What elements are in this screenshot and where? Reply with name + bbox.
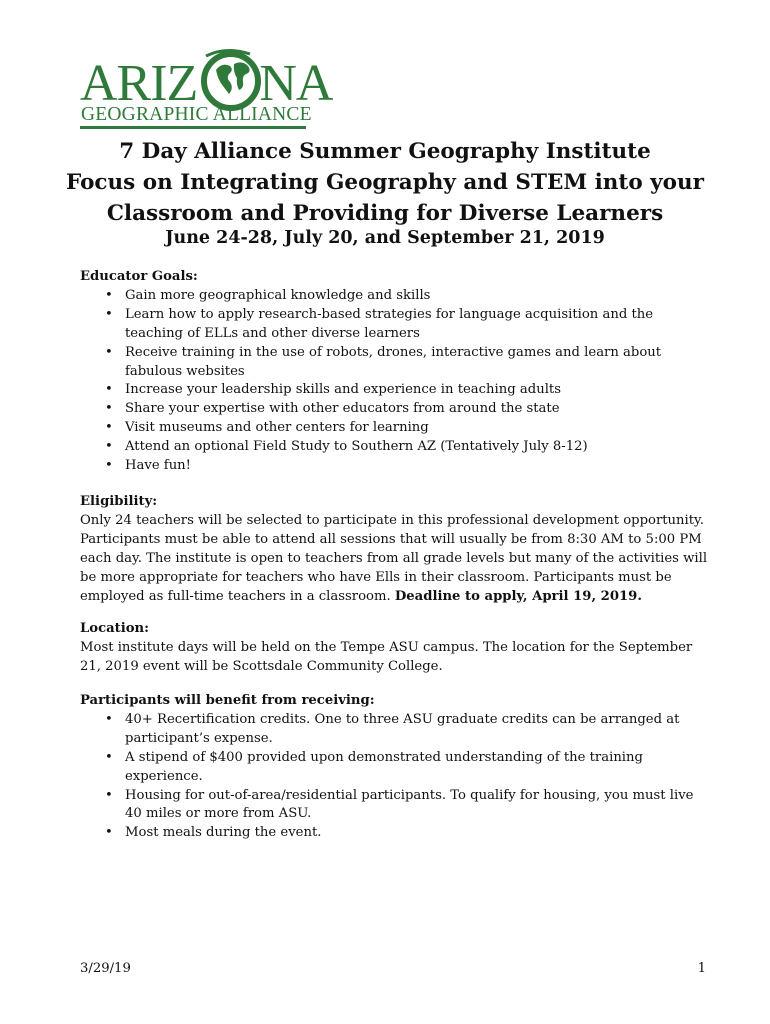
document-title [0,136,770,229]
arizona-geographic-alliance-logo [80,44,333,136]
list-item: • Learn how to apply research-based strategies for language acquisition and the teaching of ELLs and other diverse learners [125,306,710,344]
benefits-section [80,692,710,843]
eligibility-heading: Eligibility: [80,494,158,509]
location-text: Most institute days will be held on the Tempe ASU campus. The location for the September 21, 2019 event will be Scottsdale Community College. [80,639,693,674]
list-item: • Most meals during the event. [125,824,710,843]
list-item: • Share your expertise with other educators from around the state [125,400,710,419]
eligibility-section [80,493,710,606]
logo-divider [80,126,306,129]
eligibility-text: Only 24 teachers will be selected to participate in this professional development opportunity. Participants must be able to attend all sessions that will usually be from 8:30 AM to 5:00 PM each day. The institute is open to teachers from all grade levels but many of the activities will be more appropriate for teachers who have Ells in their classroom. Participants must be employed as full-time teachers in a classroom. Deadline to apply, April 19, 2019. [80,512,708,604]
logo-subtitle: GEOGRAPHIC ALLIANCE [81,104,312,125]
logo-wordmark: ARIZ NA [80,55,333,112]
list-item: • Gain more geographical knowledge and skills [125,287,710,306]
list-item: • Have fun! [125,457,710,476]
list-item: • A stipend of $400 provided upon demonstrated understanding of the training experience. [125,749,710,787]
educator-goals-section [80,268,710,476]
educator-goals-list [80,287,710,476]
event-dates: June 24-28, July 20, and September 21, 2019 [165,228,605,248]
list-item: • Attend an optional Field Study to Southern AZ (Tentatively July 8-12) [125,438,710,457]
title-line-3: Classroom and Providing for Diverse Learners [106,201,664,226]
deadline-text: Deadline to apply, April 19, 2019. [394,588,642,604]
footer-date: 3/29/19 [80,961,131,976]
benefits-list [80,711,710,843]
list-item: • 40+ Recertification credits. One to three ASU graduate credits can be arranged at participant’s expense. [125,711,710,749]
title-line-1: 7 Day Alliance Summer Geography Institute [119,139,651,164]
benefits-heading: Participants will benefit from receiving: [80,693,375,708]
list-item: • Increase your leadership skills and experience in teaching adults [125,381,710,400]
list-item: • Housing for out-of-area/residential participants. To qualify for housing, you must live 40 miles or more from ASU. [125,787,710,825]
page-number: 1 [697,961,706,976]
list-item: • Receive training in the use of robots, drones, interactive games and learn about fabulous websites [125,344,710,382]
location-section [80,620,710,677]
title-line-2: Focus on Integrating Geography and STEM into your [66,170,704,195]
list-item: • Visit museums and other centers for learning [125,419,710,438]
educator-goals-heading: Educator Goals: [80,269,198,284]
location-heading: Location: [80,621,149,636]
